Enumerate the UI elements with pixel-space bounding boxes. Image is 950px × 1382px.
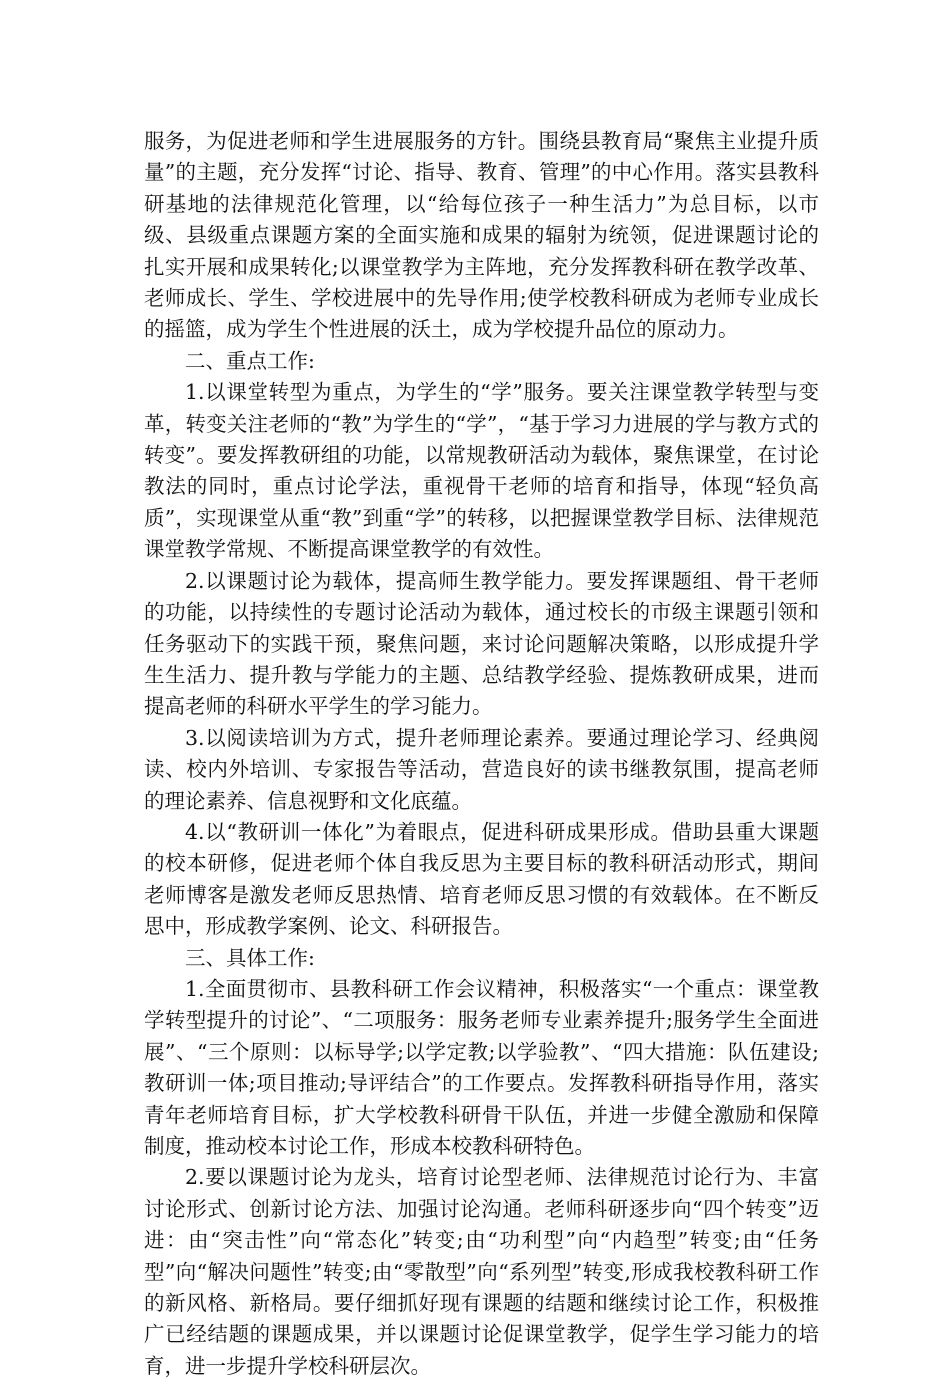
section-heading-key-work: 二、重点工作:: [185, 348, 315, 373]
paragraph-key-work-3: 3.以阅读培训为方式，提升老师理论素养。要通过理论学习、经典阅读、校内外培训、专家报告等活动，营造良好的读书继教氛围，提高老师的理论素养、信息视野和文化底蕴。: [144, 725, 819, 813]
document-body: [144, 126, 819, 1382]
paragraph-intro-continued: 服务，为促进老师和学生进展服务的方针。围绕县教育局“聚焦主业提升质量”的主题，充分发挥“讨论、指导、教育、管理”的中心作用。落实县教科研基地的法律规范化管理，以“给每位孩子一种生活力”为总目标，以市级、县级重点课题方案的全面实施和成果的辐射为统领，促进课题讨论的扎实开展和成果转化;以课堂教学为主阵地，充分发挥教科研在教学改革、老师成长、学生、学校进展中的先导作用;使学校教科研成为老师专业成长的摇篮，成为学生个性进展的沃土，成为学校提升品位的原动力。: [144, 129, 819, 342]
paragraph-specific-work-2: 2.要以课题讨论为龙头，培育讨论型老师、法律规范讨论行为、丰富讨论形式、创新讨论方法、加强讨论沟通。老师科研逐步向“四个转变”迈进：由“突击性”向“常态化”转变;由“功利型”向“内趋型”转变;由“任务型”向“解决问题性”转变;由“零散型”向“系列型”转变,形成我校教科研工作的新风格、新格局。要仔细抓好现有课题的结题和继续讨论工作，积极推广已经结题的课题成果，并以课题讨论促课堂教学，促学生学习能力的培育，进一步提升学校科研层次。: [144, 1165, 819, 1378]
section-heading-specific-work: 三、具体工作:: [185, 945, 315, 970]
paragraph-specific-work-1: 1.全面贯彻市、县教科研工作会议精神，积极落实“一个重点：课堂教学转型提升的讨论”、“二项服务：服务老师专业素养提升;服务学生全面进展”、“三个原则：以标导学;以学定教;以学验教”、“四大措施：队伍建设;教研训一体;项目推动;导评结合”的工作要点。发挥教科研指导作用，落实青年老师培育目标，扩大学校教科研骨干队伍，并进一步健全激励和保障制度，推动校本讨论工作，形成本校教科研特色。: [144, 976, 819, 1158]
paragraph-key-work-4: 4.以“教研训一体化”为着眼点，促进科研成果形成。借助县重大课题的校本研修，促进老师个体自我反思为主要目标的教科研活动形式，期间老师博客是激发老师反思热情、培育老师反思习惯的有效载体。在不断反思中，形成教学案例、论文、科研报告。: [144, 819, 819, 939]
paragraph-key-work-2: 2.以课题讨论为载体，提高师生教学能力。要发挥课题组、骨干老师的功能，以持续性的专题讨论活动为载体，通过校长的市级主课题引领和任务驱动下的实践干预，聚焦问题，来讨论问题解决策略，以形成提升学生生活力、提升教与学能力的主题、总结教学经验、提炼教研成果，进而提高老师的科研水平学生的学习能力。: [144, 568, 819, 719]
paragraph-key-work-1: 1.以课堂转型为重点，为学生的“学”服务。要关注课堂教学转型与变革，转变关注老师的“教”为学生的“学”，“基于学习力进展的学与教方式的转变”。要发挥教研组的功能，以常规教研活动为载体，聚焦课堂，在讨论教法的同时，重点讨论学法，重视骨干老师的培育和指导，体现“轻负高质”，实现课堂从重“教”到重“学”的转移，以把握课堂教学目标、法律规范课堂教学常规、不断提高课堂教学的有效性。: [144, 380, 819, 562]
